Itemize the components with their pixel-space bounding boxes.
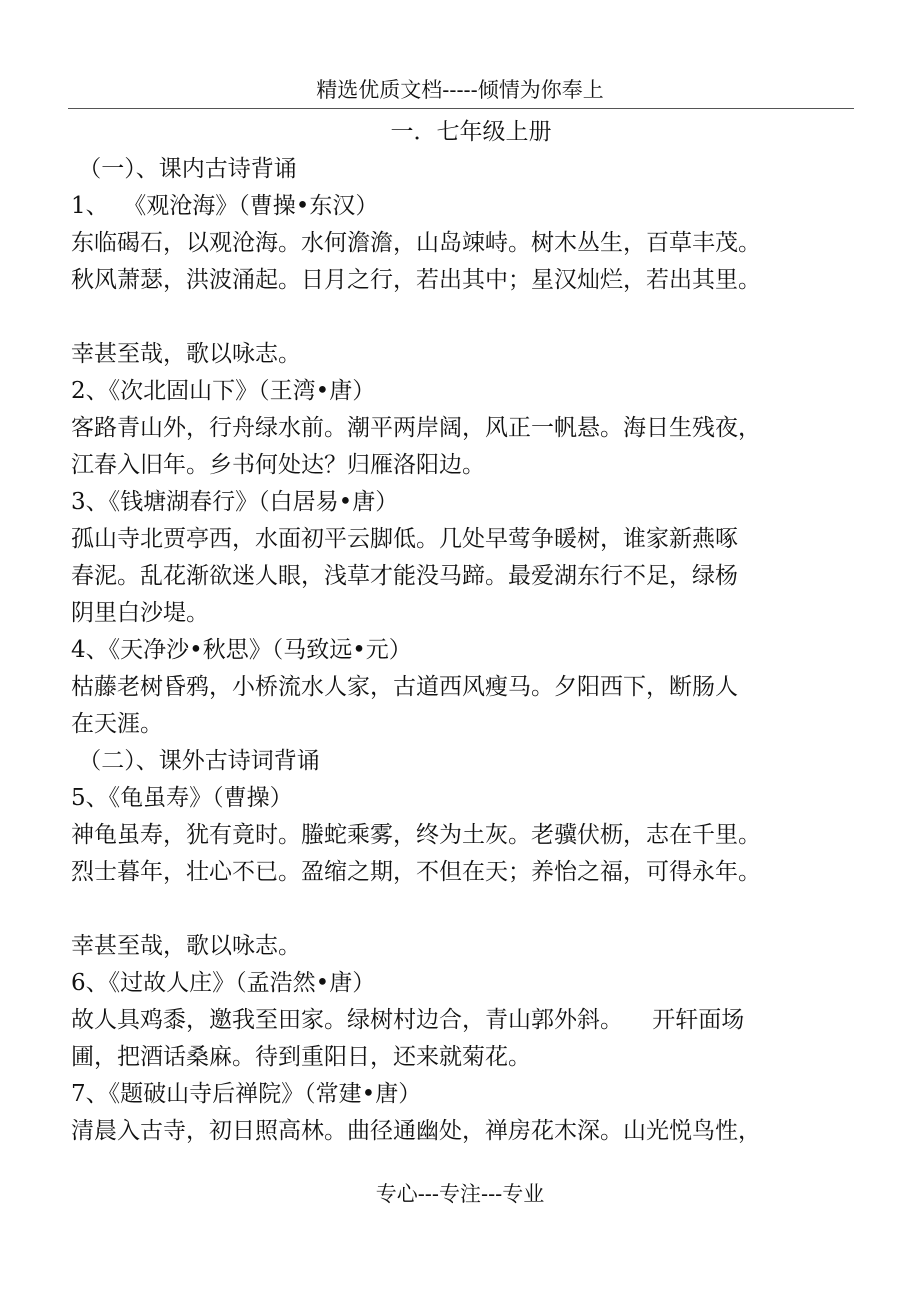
header-divider bbox=[68, 108, 854, 109]
text-line: 枯藤老树昏鸦，小桥流水人家，古道西风瘦马。夕阳西下，断肠人 bbox=[71, 674, 738, 700]
text-line: 烈士暮年，壮心不已。盈缩之期，不但在天；养怡之福，可得永年。 bbox=[71, 859, 761, 885]
text-line: 3、《钱塘湖春行》（白居易•唐） bbox=[71, 489, 399, 515]
text-line: （一）、课内古诗背诵 bbox=[71, 156, 297, 182]
text-line: 幸甚至哉，歌以咏志。 bbox=[71, 341, 301, 367]
text-line: 5、《龟虽寿》（曹操） bbox=[71, 785, 293, 811]
blank-line bbox=[71, 299, 861, 336]
text-line: 阴里白沙堤。 bbox=[71, 600, 209, 626]
text-line: 2、《次北固山下》（王湾•唐） bbox=[71, 378, 376, 404]
text-line: （二）、课外古诗词背诵 bbox=[71, 748, 320, 774]
text-line: 秋风萧瑟，洪波涌起。日月之行，若出其中；星汉灿烂，若出其里。 bbox=[71, 267, 761, 293]
text-line: 幸甚至哉，歌以咏志。 bbox=[71, 933, 301, 959]
page-footer: 专心---专注---专业 bbox=[375, 1182, 545, 1206]
text-line: 在天涯。 bbox=[71, 711, 163, 737]
document-body bbox=[71, 114, 861, 1150]
text-line: 东临碣石，以观沧海。水何澹澹，山岛竦峙。树木丛生，百草丰茂。 bbox=[71, 230, 761, 256]
text-line: 故人具鸡黍，邀我至田家。绿树村边合，青山郭外斜。 开轩面场 bbox=[71, 1007, 745, 1033]
page-header: 精选优质文档-----倾情为你奉上 bbox=[316, 78, 604, 102]
text-line: 清晨入古寺，初日照高林。曲径通幽处，禅房花木深。山光悦鸟性， bbox=[71, 1118, 761, 1144]
text-line: 江春入旧年。乡书何处达？归雁洛阳边。 bbox=[71, 452, 485, 478]
text-line: 客路青山外，行舟绿水前。潮平两岸阔，风正一帆悬。海日生残夜， bbox=[71, 415, 761, 441]
document-title: 一．七年级上册 bbox=[390, 119, 552, 145]
text-line: 神龟虽寿，犹有竟时。螣蛇乘雾，终为土灰。老骥伏枥，志在千里。 bbox=[71, 822, 761, 848]
text-line: 6、《过故人庄》（孟浩然•唐） bbox=[71, 970, 376, 996]
text-line: 4、《天净沙•秋思》（马致远•元） bbox=[71, 637, 412, 663]
text-line: 孤山寺北贾亭西，水面初平云脚低。几处早莺争暖树，谁家新燕啄 bbox=[71, 526, 738, 552]
text-line: 7、《题破山寺后禅院》（常建•唐） bbox=[71, 1081, 422, 1107]
text-line: 1、 《观沧海》（曹操•东汉） bbox=[71, 193, 379, 219]
blank-line bbox=[71, 891, 861, 928]
poem-lines bbox=[71, 151, 861, 1150]
text-line: 圃，把酒话桑麻。待到重阳日，还来就菊花。 bbox=[71, 1044, 531, 1070]
text-line: 春泥。乱花渐欲迷人眼，浅草才能没马蹄。最爱湖东行不足，绿杨 bbox=[71, 563, 738, 589]
